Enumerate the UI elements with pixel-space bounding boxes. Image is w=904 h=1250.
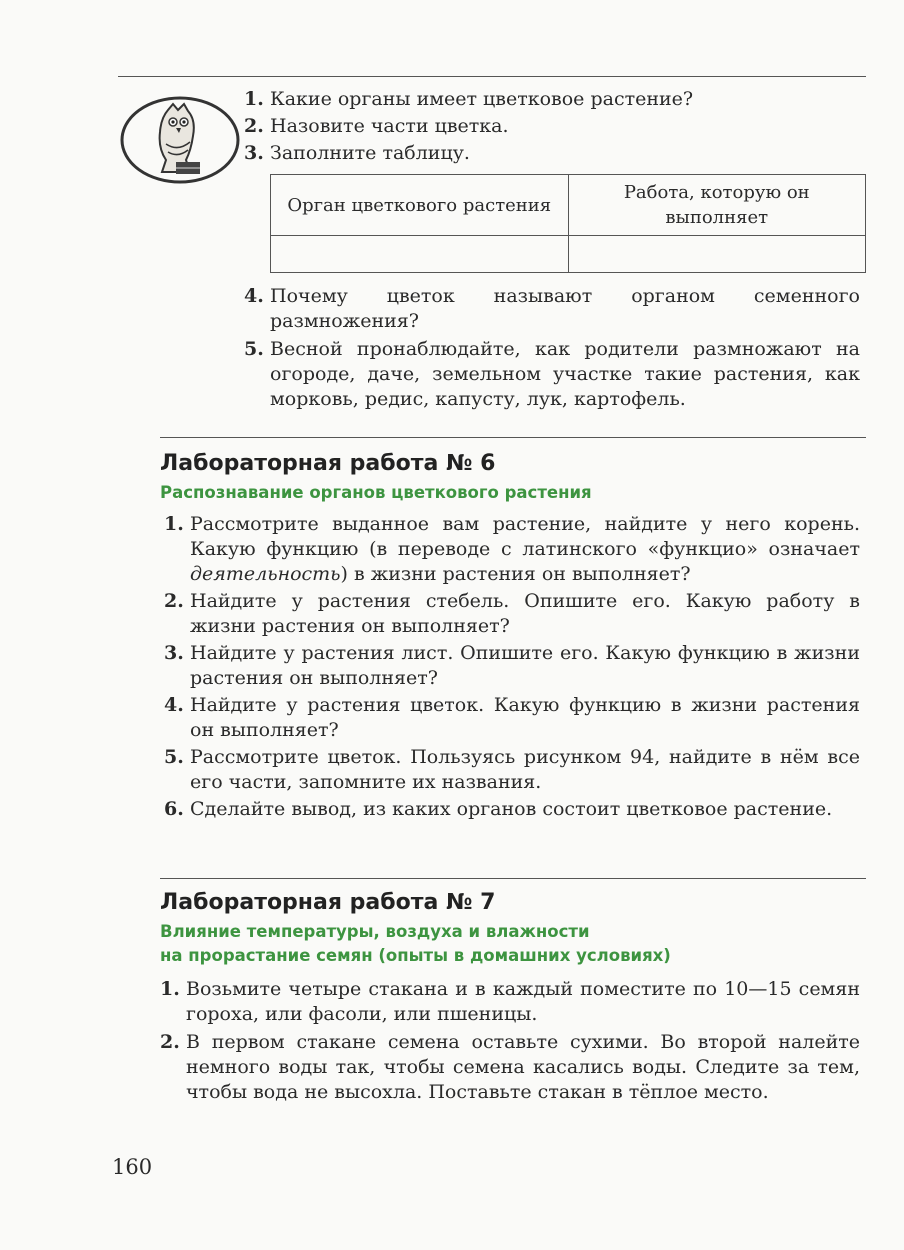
lab7-subtitle-line1: Влияние температуры, воздуха и влажности bbox=[160, 922, 590, 941]
owl-emblem-icon bbox=[118, 92, 244, 186]
section-rule bbox=[160, 878, 866, 879]
list-item: 4. Найдите у растения цветок. Какую функцию в жизни растения он выполняет? bbox=[164, 694, 860, 741]
top-rule bbox=[118, 76, 866, 77]
list-item: 1. Рассмотрите выданное вам растение, найдите у него корень. Какую функцию (в переводе с латинского «функцио» означает деятельность) в жизни растения он выполняет? bbox=[164, 513, 860, 585]
list-item: 2. В первом стакане семена оставьте сухими. Во второй налейте немного воды так, чтобы семена касались воды. Следите за тем, чтобы вода не высохла. Поставьте стакан в тёплое место. bbox=[160, 1031, 860, 1103]
top-questions-continued bbox=[244, 284, 860, 412]
question-item: 4. Почему цветок называют органом семенного размножения? bbox=[244, 285, 860, 332]
question-item: 5. Весной пронаблюдайте, как родители размножают на огороде, даче, земельном участке такие растения, как морковь, редис, капусту, лук, картофель. bbox=[244, 338, 860, 410]
lab7-title: Лабораторная работа № 7 bbox=[160, 890, 496, 915]
question-item: 1. Какие органы имеет цветковое растение? bbox=[244, 88, 694, 110]
table-header-function: Работа, которую он выполняет bbox=[568, 175, 866, 236]
list-item: 2. Найдите у растения стебель. Опишите его. Какую работу в жизни растения он выполняет? bbox=[164, 590, 860, 637]
list-item: 1. Возьмите четыре стакана и в каждый поместите по 10—15 семян гороха, или фасоли, или пшеницы. bbox=[160, 978, 860, 1025]
question-item: 3. Заполните таблицу. bbox=[244, 142, 470, 164]
lab7-steps bbox=[160, 977, 860, 1105]
list-item: 3. Найдите у растения лист. Опишите его. Какую функцию в жизни растения он выполняет? bbox=[164, 642, 860, 689]
table-header-organ: Орган цветкового растения bbox=[271, 175, 569, 236]
lab6-steps bbox=[164, 512, 860, 822]
top-questions bbox=[244, 87, 860, 166]
table-cell-empty bbox=[271, 236, 569, 273]
list-item: 6. Сделайте вывод, из каких органов состоит цветковое растение. bbox=[164, 798, 833, 820]
lab6-title: Лабораторная работа № 6 bbox=[160, 451, 496, 476]
table-cell-empty bbox=[568, 236, 866, 273]
section-rule bbox=[160, 437, 866, 438]
question-item: 2. Назовите части цветка. bbox=[244, 115, 509, 137]
list-item: 5. Рассмотрите цветок. Пользуясь рисунком 94, найдите в нём все его части, запомните их названия. bbox=[164, 746, 860, 793]
lab6-subtitle: Распознавание органов цветкового растения bbox=[160, 483, 592, 502]
lab7-subtitle-line2: на прорастание семян (опыты в домашних условиях) bbox=[160, 946, 671, 965]
organ-function-table bbox=[270, 174, 866, 273]
page-number: 160 bbox=[112, 1155, 153, 1179]
